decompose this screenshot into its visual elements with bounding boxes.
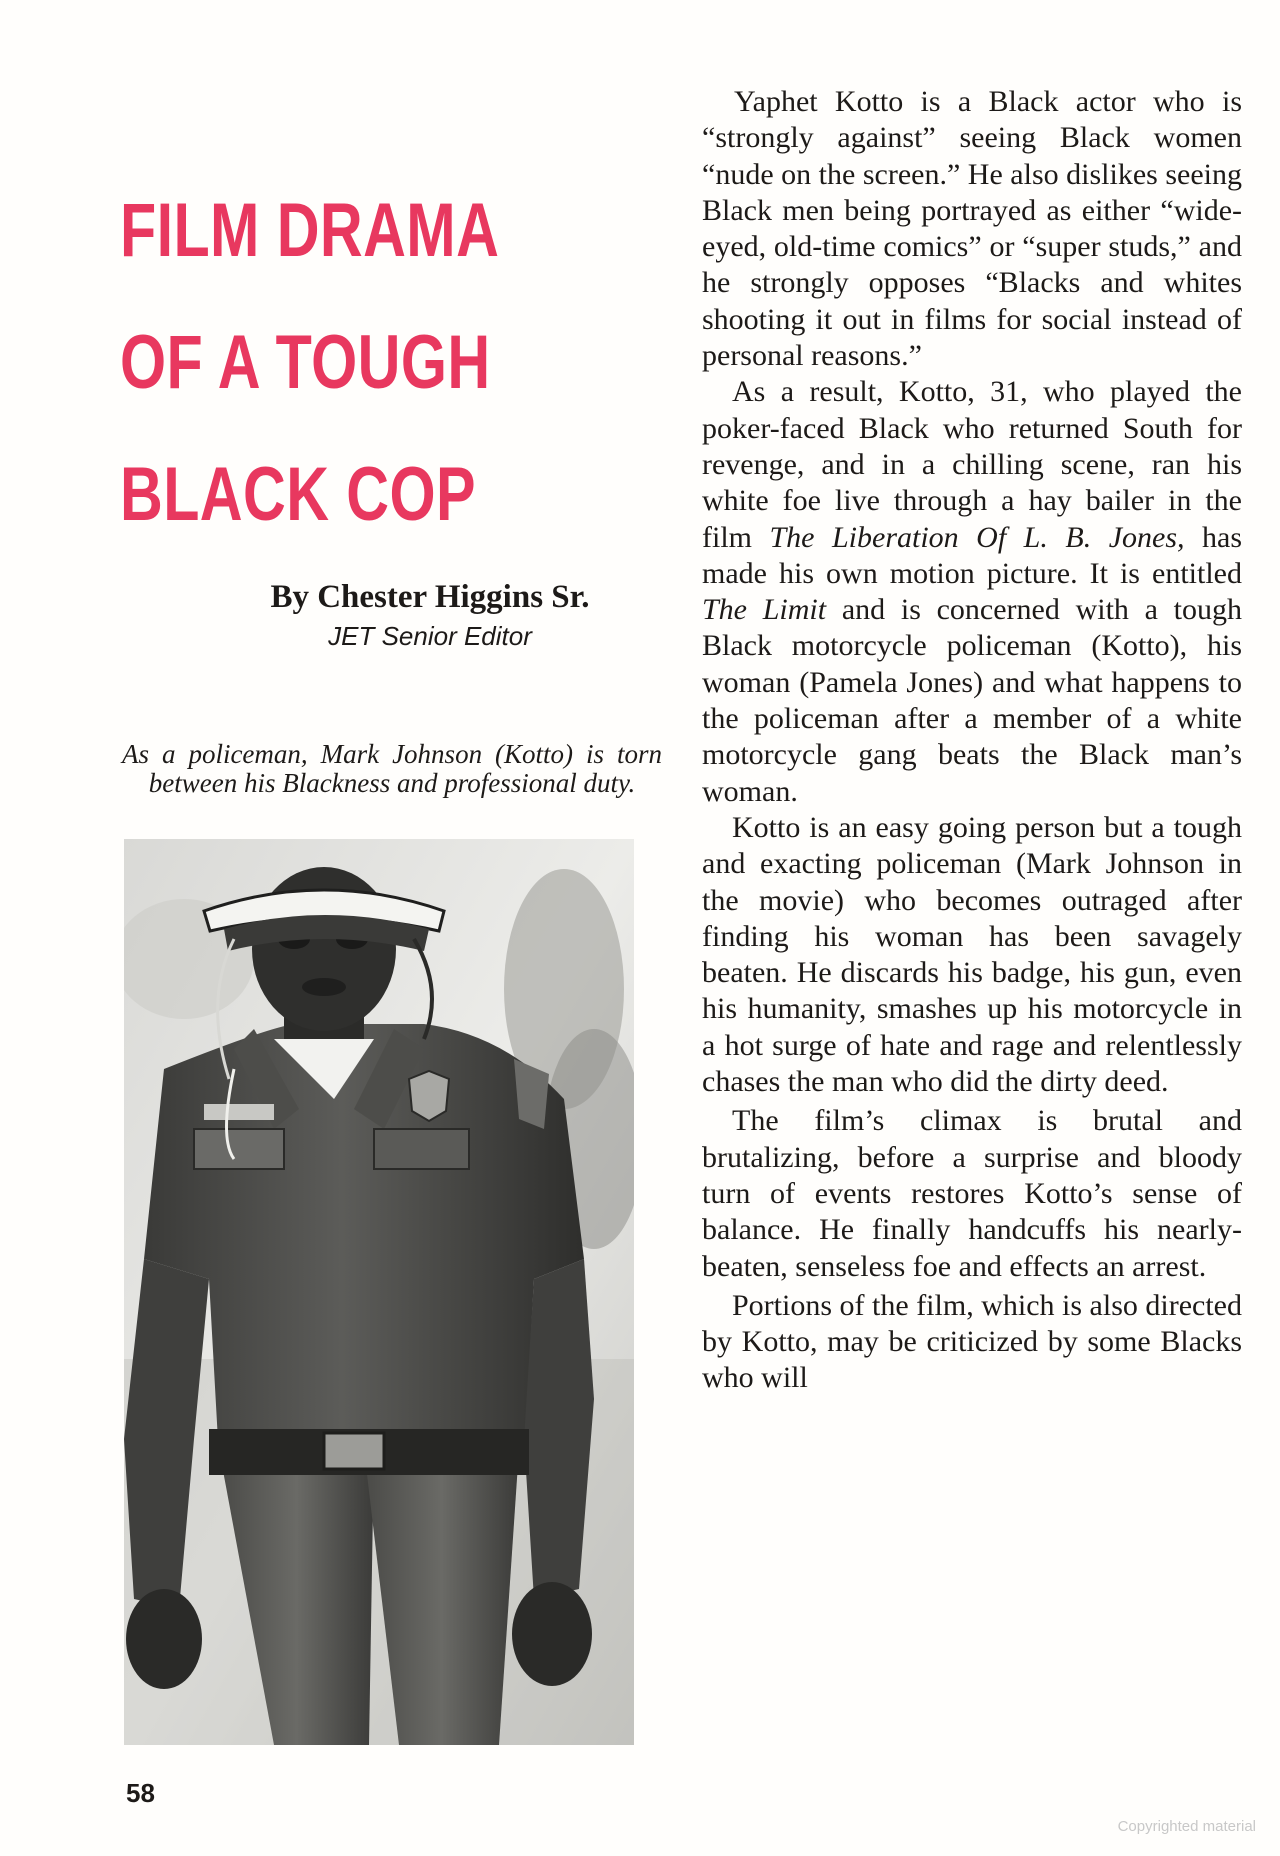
article-paragraph-3: Kotto is an easy going person but a tough and exacting policeman (Mark Johnson in the movie) who becomes outraged after finding his woman has been savagely beaten. He discards his badge, his gun, even his humanity, smashes up his motorcycle in a hot surge of hate and rage and relentlessly chases the man who did the dirty deed. <box>702 810 1242 1099</box>
headline-line-3: BLACK COP <box>120 452 476 537</box>
article-paragraph-2-part-b: has made his own motion picture. It is entitled <box>702 520 1242 590</box>
headline-line-2: OF A TOUGH <box>120 320 491 405</box>
policeman-photo-illustration <box>124 839 634 1745</box>
policeman-photo <box>124 839 634 1745</box>
film-title-the-limit: The Limit <box>702 593 827 627</box>
article-paragraph-5: Portions of the film, which is also directed by Kotto, may be criticized by some Blacks who will <box>702 1288 1242 1395</box>
headline <box>120 165 600 561</box>
byline <box>120 575 660 653</box>
article-paragraph-2-part-a: As a result, Kotto, 31, who played the poker-faced Black who returned South for revenge, and in a chilling scene, ran his white foe live through a hay bailer in the film <box>702 375 1242 554</box>
article-paragraph-2 <box>702 374 1242 810</box>
article-paragraph-1: Yaphet Kotto is a Black actor who is “strongly against” seeing Black women “nude on the screen.” He also dislikes seeing Black men being portrayed as either “wide-eyed, old-time comics” or “super studs,” and he strongly opposes “Blacks and whites shooting it out in films for social instead of personal reasons.” <box>702 85 1242 373</box>
copyright-watermark: Copyrighted material <box>1117 1818 1256 1835</box>
byline-author: By Chester Higgins Sr. <box>270 579 590 615</box>
byline-role: JET Senior Editor <box>328 621 532 651</box>
article-paragraph-4: The film’s climax is brutal and brutalizing, before a surprise and bloody turn of events restores Kotto’s sense of balance. He finally handcuffs his nearly-beaten, senseless foe and effects an arrest. <box>702 1104 1242 1283</box>
article-body <box>702 84 1242 1397</box>
headline-line-1: FILM DRAMA <box>120 188 500 273</box>
photo-caption: As a policeman, Mark Johnson (Kotto) is torn between his Blackness and professional duty. <box>122 739 662 798</box>
film-title-liberation: The Liberation Of L. B. Jones, <box>769 520 1185 554</box>
article-paragraph-2-part-c: and is concerned with a tough Black motorcycle policeman (Kotto), his woman (Pamela Jones) and what happens to the policeman after a member of a white motorcycle gang beats the Black man’s woman. <box>702 593 1243 808</box>
page-number: 58 <box>126 1778 155 1808</box>
